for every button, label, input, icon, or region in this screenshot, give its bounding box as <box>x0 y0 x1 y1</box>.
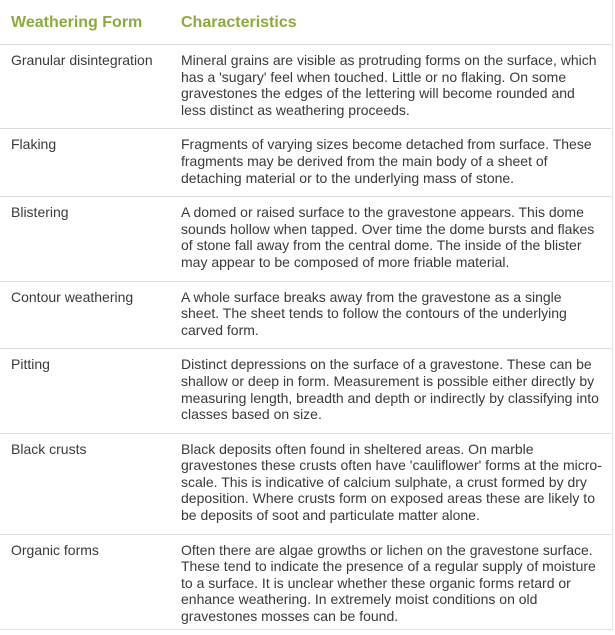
weathering-form-cell: Flaking <box>0 129 170 197</box>
weathering-form-cell: Contour weathering <box>0 281 170 349</box>
characteristics-cell: A whole surface breaks away from the gravestone as a single sheet. The sheet tends to follow the contours of the underlying carved form. <box>170 281 611 349</box>
characteristics-cell: Black deposits often found in sheltered areas. On marble gravestones these crusts often have 'cauliflower' forms at the micro-scale. This is indicative of calcium sulphate, a crust formed by dry deposition. Where crusts form on exposed areas these are likely to be deposits of soot and particulate matter alone. <box>170 433 611 534</box>
characteristics-cell: Fragments of varying sizes become detached from surface. These fragments may be derived from the main body of a sheet of detaching material or to the underlying mass of stone. <box>170 129 611 197</box>
weathering-form-cell: Black crusts <box>0 433 170 534</box>
table-header-row <box>0 0 611 45</box>
table-row <box>0 433 611 534</box>
characteristics-cell: A domed or raised surface to the gravestone appears. This dome sounds hollow when tapped. Over time the dome bursts and flakes of stone fall away from the central dome. The inside of the blister may appear to be composed of more friable material. <box>170 197 611 281</box>
characteristics-cell: Distinct depressions on the surface of a gravestone. These can be shallow or deep in form. Measurement is possible either directly by measuring length, breadth and depth or indirectly by classifying into classes based on size. <box>170 349 611 433</box>
table-row <box>0 197 611 281</box>
table-row <box>0 129 611 197</box>
table-row <box>0 534 611 634</box>
table-row <box>0 281 611 349</box>
weathering-form-cell: Granular disintegration <box>0 45 170 129</box>
column-header-characteristics: Characteristics <box>170 0 611 45</box>
weathering-form-cell: Organic forms <box>11 541 99 558</box>
weathering-form-cell: Pitting <box>0 349 170 433</box>
column-header-weathering-form: Weathering Form <box>0 0 170 45</box>
characteristics-cell: Often there are algae growths or lichen on the gravestone surface. These tend to indicate the presence of a regular supply of moisture to a surface. It is unclear whether these organic forms retard or enhance weathering. In extremely moist conditions on old gravestones mosses can be found. <box>181 541 596 625</box>
weathering-form-cell: Blistering <box>0 197 170 281</box>
characteristics-cell: Mineral grains are visible as protruding forms on the surface, which has a 'sugary' feel when touched. Little or no flaking. On some gravestones the edges of the lettering will become rounded and less distinct as weathering proceeds. <box>170 45 611 129</box>
table-row <box>0 349 611 433</box>
table-row <box>0 45 611 129</box>
